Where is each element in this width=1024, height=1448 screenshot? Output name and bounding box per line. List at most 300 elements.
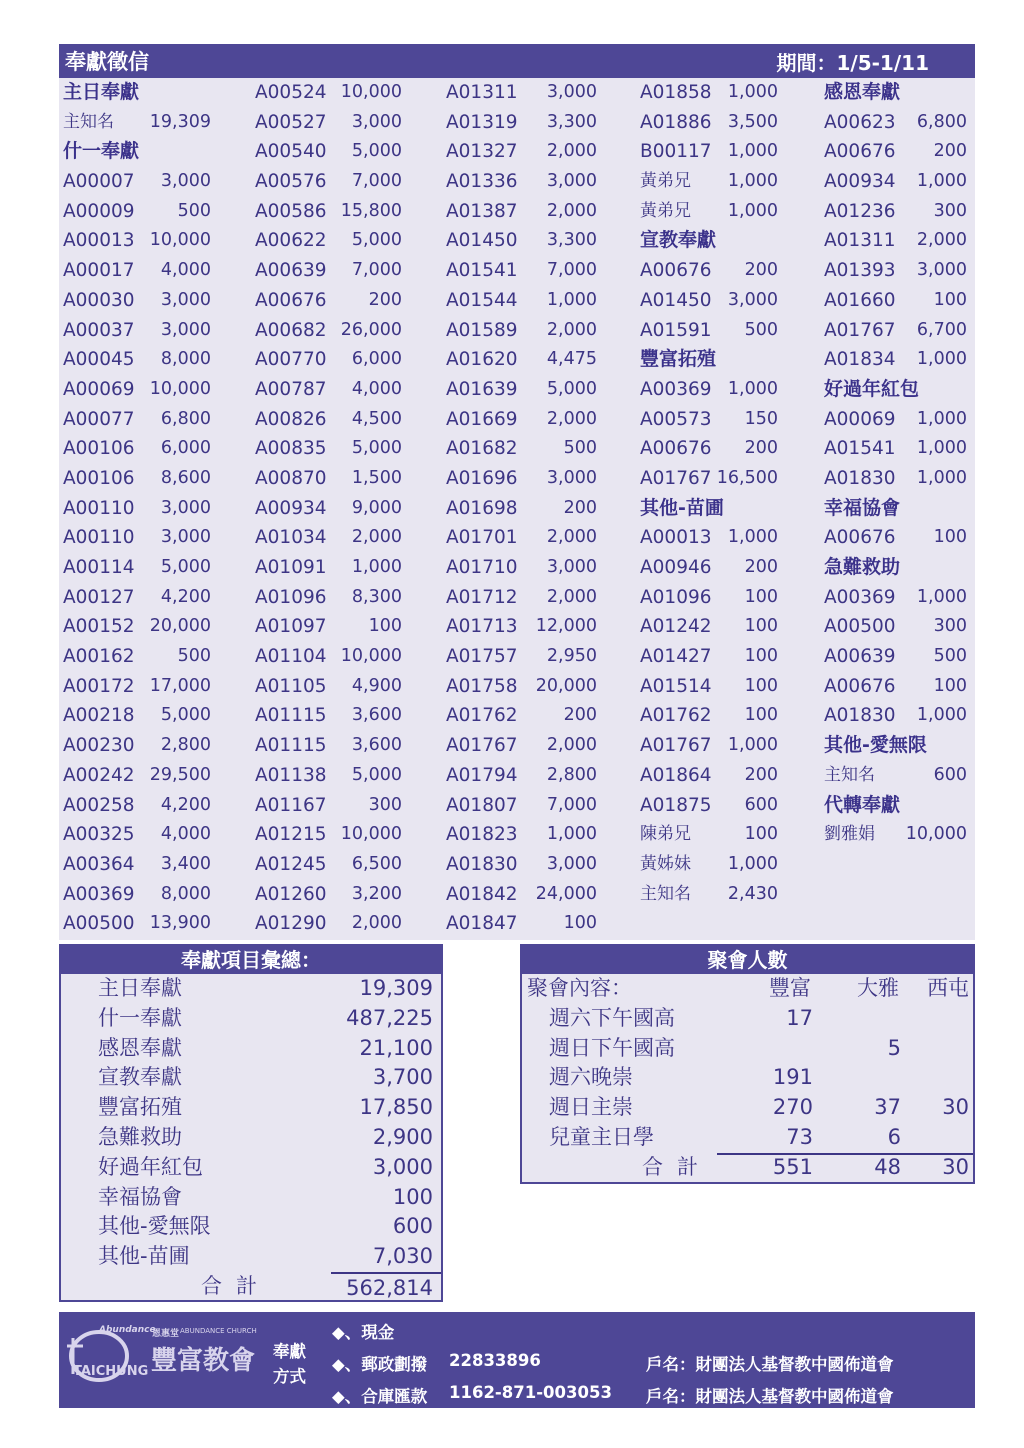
summary-row xyxy=(61,1212,441,1242)
donation-amount: 2,000 xyxy=(351,913,402,934)
donation-amount: 1,000 xyxy=(916,438,967,459)
category-heading-row xyxy=(640,226,778,256)
donation-row xyxy=(824,108,967,138)
summary-item-label: 其他-苗圃 xyxy=(98,1244,190,1269)
donation-row xyxy=(640,464,778,494)
summary-row xyxy=(61,1004,441,1034)
donation-row xyxy=(63,612,211,642)
attendance-content-label: 聚會內容： xyxy=(527,976,632,1000)
donor-code: A00218 xyxy=(63,705,135,727)
donation-row xyxy=(446,108,597,138)
donor-code: A01757 xyxy=(446,646,518,668)
donor-code: A01758 xyxy=(446,675,518,697)
donor-code: A01713 xyxy=(446,616,518,638)
donation-row xyxy=(446,553,597,583)
donation-row xyxy=(63,553,211,583)
bank-account-number: 1162-871-003053 xyxy=(449,1383,612,1402)
donor-code: A01767 xyxy=(640,467,712,489)
donation-amount: 1,000 xyxy=(727,527,778,548)
donation-row xyxy=(255,197,402,227)
donor-code: A00364 xyxy=(63,853,135,875)
donation-row xyxy=(640,701,778,731)
donation-amount: 1,000 xyxy=(727,171,778,192)
donor-code: A01096 xyxy=(255,586,327,608)
donation-row xyxy=(446,167,597,197)
donation-amount: 6,500 xyxy=(351,853,402,874)
donation-row xyxy=(255,256,402,286)
donation-amount: 300 xyxy=(933,200,967,221)
donation-row xyxy=(63,464,211,494)
attendance-col-header-2: 大雅 xyxy=(857,976,899,1000)
donation-row xyxy=(446,405,597,435)
donor-code: A01591 xyxy=(640,319,712,341)
donation-row xyxy=(640,850,778,880)
donation-amount: 100 xyxy=(933,527,967,548)
donation-row xyxy=(446,761,597,791)
donor-code: A00013 xyxy=(63,230,135,252)
donor-code: A00127 xyxy=(63,586,135,608)
donation-amount: 8,000 xyxy=(160,883,211,904)
attendance-count: 191 xyxy=(772,1065,813,1090)
donor-code: A01886 xyxy=(640,111,712,133)
donation-row xyxy=(63,909,211,939)
summary-item-value: 17,850 xyxy=(359,1095,433,1120)
donor-code: A00500 xyxy=(824,616,896,638)
donation-column-1 xyxy=(63,78,211,939)
donation-row xyxy=(255,820,402,850)
donation-row xyxy=(446,256,597,286)
donor-code: A01245 xyxy=(255,853,327,875)
donation-column-4 xyxy=(640,78,778,909)
donation-row xyxy=(255,612,402,642)
donation-amount: 4,200 xyxy=(160,586,211,607)
attendance-row-label: 週六下午國高 xyxy=(549,1005,675,1030)
category-heading-row xyxy=(824,375,967,405)
donation-row xyxy=(446,523,597,553)
logo-english-2: TAICHUNG xyxy=(73,1364,149,1379)
donation-row xyxy=(640,316,778,346)
donation-row xyxy=(255,850,402,880)
donation-amount: 9,000 xyxy=(351,497,402,518)
attendance-count: 5 xyxy=(887,1035,901,1060)
donor-code: A00934 xyxy=(824,171,896,193)
donor-code: A01669 xyxy=(446,408,518,430)
logo-small-en: ABUNDANCE CHURCH xyxy=(180,1327,257,1335)
donor-code: A00106 xyxy=(63,467,135,489)
donation-row xyxy=(640,880,778,910)
donation-row xyxy=(824,286,967,316)
donation-amount: 2,000 xyxy=(546,319,597,340)
donor-code: A00110 xyxy=(63,527,135,549)
donor-code: A00524 xyxy=(255,82,327,103)
donor-code: A00069 xyxy=(824,408,896,430)
donation-amount: 600 xyxy=(933,764,967,785)
donation-amount: 200 xyxy=(563,497,597,518)
donation-row xyxy=(63,197,211,227)
donor-code: A01544 xyxy=(446,289,518,311)
donation-row xyxy=(446,345,597,375)
donation-row xyxy=(255,642,402,672)
summary-row xyxy=(61,974,441,1004)
donor-code: A01541 xyxy=(446,260,518,282)
donation-amount: 5,000 xyxy=(160,557,211,577)
donation-row xyxy=(824,672,967,702)
donation-row xyxy=(255,108,402,138)
donor-code: A01514 xyxy=(640,675,712,697)
attendance-total-rule xyxy=(717,1153,973,1182)
donor-code: A01311 xyxy=(446,82,518,103)
summary-item-label: 幸福協會 xyxy=(98,1184,182,1209)
donation-row xyxy=(255,167,402,197)
donation-row xyxy=(640,78,778,108)
donation-row xyxy=(446,197,597,227)
donation-row xyxy=(640,820,778,850)
summary-item-value: 3,700 xyxy=(372,1065,433,1090)
attendance-header-row xyxy=(522,974,973,1004)
donor-code: B00117 xyxy=(640,141,712,163)
donation-row xyxy=(446,375,597,405)
donor-code: A01589 xyxy=(446,319,518,341)
summary-item-label: 什一奉獻 xyxy=(98,1005,182,1030)
category-heading: 主日奉獻 xyxy=(63,81,140,103)
donation-amount: 300 xyxy=(933,616,967,637)
donation-row xyxy=(640,286,778,316)
summary-list xyxy=(61,974,441,1272)
attendance-count: 6 xyxy=(887,1124,901,1149)
donation-row xyxy=(255,701,402,731)
donation-amount: 1,000 xyxy=(916,408,967,429)
donation-amount: 2,950 xyxy=(546,646,597,667)
donation-amount: 15,800 xyxy=(340,200,402,221)
donor-code: A01236 xyxy=(824,200,896,222)
donation-row xyxy=(255,226,402,256)
method-cash: ◆、現金 xyxy=(332,1323,395,1342)
category-heading-row xyxy=(824,553,967,583)
donation-amount: 5,000 xyxy=(160,705,211,726)
donation-amount: 2,000 xyxy=(546,141,597,162)
donation-row xyxy=(255,405,402,435)
donor-code: A01767 xyxy=(446,735,518,757)
donor-code: A00946 xyxy=(640,557,712,578)
donation-amount: 8,300 xyxy=(351,586,402,607)
donor-code: A01105 xyxy=(255,675,327,697)
attendance-col-header-3: 西屯 xyxy=(927,976,969,1000)
summary-item-value: 600 xyxy=(392,1214,433,1239)
donation-amount: 4,000 xyxy=(160,824,211,845)
donation-row xyxy=(446,850,597,880)
donor-code: A00676 xyxy=(640,438,712,460)
donation-row xyxy=(446,286,597,316)
donation-amount: 100 xyxy=(933,289,967,310)
donation-amount: 3,000 xyxy=(546,467,597,488)
donation-row xyxy=(446,820,597,850)
donor-code: A01830 xyxy=(824,467,896,489)
attendance-title: 聚會人數 xyxy=(522,946,973,974)
donor-code: 主知名 xyxy=(63,111,114,132)
donation-row xyxy=(63,375,211,405)
donor-code: A00009 xyxy=(63,200,135,222)
donation-column-2 xyxy=(255,78,402,939)
summary-total-label: 合計 xyxy=(201,1273,271,1298)
donation-column-3 xyxy=(446,78,597,939)
donor-code: A00037 xyxy=(63,319,135,341)
donation-row xyxy=(255,880,402,910)
donation-amount: 200 xyxy=(563,705,597,726)
donation-amount: 12,000 xyxy=(535,616,597,637)
donation-amount: 2,000 xyxy=(546,200,597,221)
attendance-row-label: 週六晚崇 xyxy=(549,1065,633,1090)
donation-amount: 7,000 xyxy=(351,260,402,281)
donation-row xyxy=(255,583,402,613)
donor-code: A01762 xyxy=(446,705,518,727)
attendance-count: 30 xyxy=(942,1095,969,1120)
donor-code: A00622 xyxy=(255,230,327,252)
donation-amount: 300 xyxy=(368,794,402,815)
donation-row xyxy=(255,761,402,791)
donation-row xyxy=(63,791,211,821)
donation-amount: 3,000 xyxy=(546,171,597,192)
donation-amount: 200 xyxy=(744,260,778,281)
donor-code: A01115 xyxy=(255,705,327,727)
donation-amount: 1,500 xyxy=(351,467,402,488)
donation-row xyxy=(255,286,402,316)
category-heading: 好過年紅包 xyxy=(824,377,920,400)
donor-code: A00676 xyxy=(255,289,327,311)
logo-small-cn: 恩惠堂 xyxy=(152,1329,180,1339)
donation-row xyxy=(255,137,402,167)
donation-row xyxy=(63,316,211,346)
donor-code: A00676 xyxy=(824,675,896,697)
donation-row xyxy=(446,316,597,346)
summary-item-value: 21,100 xyxy=(359,1035,433,1060)
donation-row xyxy=(63,701,211,731)
donor-code: 黃姊妹 xyxy=(640,853,691,874)
donation-amount: 16,500 xyxy=(716,467,778,488)
category-heading-row xyxy=(63,137,211,167)
donation-amount: 600 xyxy=(744,794,778,815)
donation-amount: 3,000 xyxy=(160,289,211,310)
donation-row xyxy=(824,583,967,613)
donor-code: A01698 xyxy=(446,497,518,519)
method-bank-transfer: ◆、合庫匯款 xyxy=(332,1387,428,1406)
donation-amount: 26,000 xyxy=(340,319,402,340)
attendance-count: 37 xyxy=(874,1095,901,1120)
category-heading: 宣教奉獻 xyxy=(640,229,717,252)
donation-row xyxy=(824,642,967,672)
donation-amount: 6,700 xyxy=(916,319,967,340)
summary-title: 奉獻項目彙總： xyxy=(61,946,441,974)
donation-row xyxy=(63,256,211,286)
donation-amount: 100 xyxy=(744,616,778,637)
donor-code: A01620 xyxy=(446,349,518,371)
donation-row xyxy=(640,108,778,138)
donation-summary-box xyxy=(59,944,443,1302)
donation-amount: 4,200 xyxy=(160,794,211,815)
donor-code: A01115 xyxy=(255,735,327,757)
donation-row xyxy=(640,197,778,227)
donation-row xyxy=(255,523,402,553)
donor-code: A00162 xyxy=(63,646,135,668)
donor-code: A01847 xyxy=(446,913,518,935)
donor-code: 主知名 xyxy=(824,764,875,785)
donation-amount: 500 xyxy=(933,646,967,667)
donation-amount: 1,000 xyxy=(727,200,778,221)
donation-row xyxy=(63,523,211,553)
donation-row xyxy=(255,78,402,108)
summary-total-row xyxy=(61,1272,441,1301)
attendance-count: 17 xyxy=(786,1005,813,1030)
category-heading-row xyxy=(640,494,778,524)
donation-amount: 3,000 xyxy=(916,260,967,281)
attendance-box xyxy=(520,944,975,1184)
donation-row xyxy=(255,316,402,346)
donation-row xyxy=(255,909,402,939)
donor-code: A00527 xyxy=(255,111,327,133)
donor-code: A00586 xyxy=(255,200,327,222)
attendance-row-label: 兒童主日學 xyxy=(549,1124,654,1149)
donation-row xyxy=(63,167,211,197)
donation-amount: 5,000 xyxy=(546,378,597,399)
donor-code: A01215 xyxy=(255,824,327,846)
donation-row xyxy=(640,375,778,405)
donor-code: A00540 xyxy=(255,141,327,163)
donation-row xyxy=(824,612,967,642)
donation-row xyxy=(63,672,211,702)
summary-item-value: 19,309 xyxy=(359,976,433,1000)
donor-code: A00110 xyxy=(63,497,135,519)
donation-amount: 2,800 xyxy=(160,735,211,756)
donation-amount: 8,600 xyxy=(160,467,211,488)
donation-amount: 20,000 xyxy=(149,616,211,637)
summary-total-value: 562,814 xyxy=(331,1272,441,1303)
donor-code: A00077 xyxy=(63,408,135,430)
donor-code: A00106 xyxy=(63,438,135,460)
donor-code: A01450 xyxy=(640,289,712,311)
donor-code: A01639 xyxy=(446,378,518,400)
donation-amount: 2,800 xyxy=(546,764,597,785)
donation-amount: 1,000 xyxy=(351,557,402,577)
donation-amount: 1,000 xyxy=(916,586,967,607)
donor-code: A00639 xyxy=(255,260,327,282)
donor-code: A00676 xyxy=(824,141,896,163)
donation-row xyxy=(446,672,597,702)
donor-code: A00013 xyxy=(640,527,712,549)
donation-amount: 6,800 xyxy=(916,111,967,132)
donation-amount: 6,800 xyxy=(160,408,211,429)
donation-amount: 6,000 xyxy=(351,349,402,370)
summary-row xyxy=(61,1063,441,1093)
donation-amount: 4,475 xyxy=(546,349,597,370)
donor-code: A00007 xyxy=(63,171,135,193)
donation-row xyxy=(446,583,597,613)
donation-amount: 1,000 xyxy=(727,853,778,874)
donation-amount: 5,000 xyxy=(351,764,402,785)
donation-amount: 3,000 xyxy=(727,289,778,310)
attendance-row xyxy=(522,1123,973,1153)
donor-code: A01311 xyxy=(824,230,896,252)
donation-row xyxy=(824,256,967,286)
donor-code: A01682 xyxy=(446,438,518,460)
category-heading: 什一奉獻 xyxy=(63,140,140,163)
donation-column-5 xyxy=(824,78,967,850)
donor-code: A00152 xyxy=(63,616,135,638)
donation-row xyxy=(824,405,967,435)
donation-row xyxy=(63,434,211,464)
donor-code: A01864 xyxy=(640,764,712,786)
donation-row xyxy=(824,197,967,227)
donation-row xyxy=(824,167,967,197)
bank-account-name: 戶名：財團法人基督教中國佈道會 xyxy=(646,1387,894,1406)
donation-amount: 100 xyxy=(744,705,778,726)
donation-amount: 3,300 xyxy=(546,111,597,132)
donation-row xyxy=(255,434,402,464)
donation-row xyxy=(824,761,967,791)
donor-code: A00242 xyxy=(63,764,135,786)
attendance-row xyxy=(522,1063,973,1093)
category-heading-row xyxy=(824,731,967,761)
donation-row xyxy=(446,612,597,642)
donation-row xyxy=(640,137,778,167)
donation-row xyxy=(446,464,597,494)
donor-code: A01097 xyxy=(255,616,327,638)
donation-amount: 3,000 xyxy=(351,111,402,132)
donation-amount: 3,500 xyxy=(727,111,778,132)
category-heading: 感恩奉獻 xyxy=(824,81,901,103)
donation-row xyxy=(446,909,597,939)
category-heading-row xyxy=(824,791,967,821)
donation-amount: 5,000 xyxy=(351,141,402,162)
donation-row xyxy=(824,820,967,850)
donor-code: A01858 xyxy=(640,82,712,103)
donation-amount: 3,000 xyxy=(160,527,211,548)
donor-code: A00030 xyxy=(63,289,135,311)
donation-amount: 1,000 xyxy=(546,824,597,845)
donor-code: A00623 xyxy=(824,111,896,133)
donation-row xyxy=(255,731,402,761)
donation-amount: 3,600 xyxy=(351,705,402,726)
period-label: 期間：1/5-1/11 xyxy=(776,50,929,75)
donation-row xyxy=(63,731,211,761)
method-postal: ◆、郵政劃撥 xyxy=(332,1355,428,1374)
donation-amount: 1,000 xyxy=(727,141,778,162)
attendance-total-label: 合計 xyxy=(642,1154,712,1179)
category-heading: 其他-苗圃 xyxy=(640,496,724,519)
donation-amount: 2,430 xyxy=(727,883,778,904)
donation-amount: 3,200 xyxy=(351,883,402,904)
donation-amount: 5,000 xyxy=(351,438,402,459)
donation-row xyxy=(640,612,778,642)
donation-row xyxy=(63,820,211,850)
donation-amount: 2,000 xyxy=(546,586,597,607)
donor-code: A00934 xyxy=(255,497,327,519)
category-heading: 豐富拓殖 xyxy=(640,348,717,371)
donation-row xyxy=(255,345,402,375)
summary-item-label: 急難救助 xyxy=(98,1124,182,1149)
donation-amount: 100 xyxy=(744,675,778,696)
donor-code: A01091 xyxy=(255,557,327,578)
donor-code: A00114 xyxy=(63,557,135,578)
donation-amount: 13,900 xyxy=(149,913,211,934)
donation-row xyxy=(640,434,778,464)
donor-code: A00826 xyxy=(255,408,327,430)
donor-code: A01830 xyxy=(824,705,896,727)
donation-row xyxy=(824,345,967,375)
donation-row xyxy=(640,523,778,553)
donation-row xyxy=(446,78,597,108)
donation-amount: 100 xyxy=(744,586,778,607)
donation-row xyxy=(446,137,597,167)
summary-item-value: 7,030 xyxy=(372,1244,433,1269)
